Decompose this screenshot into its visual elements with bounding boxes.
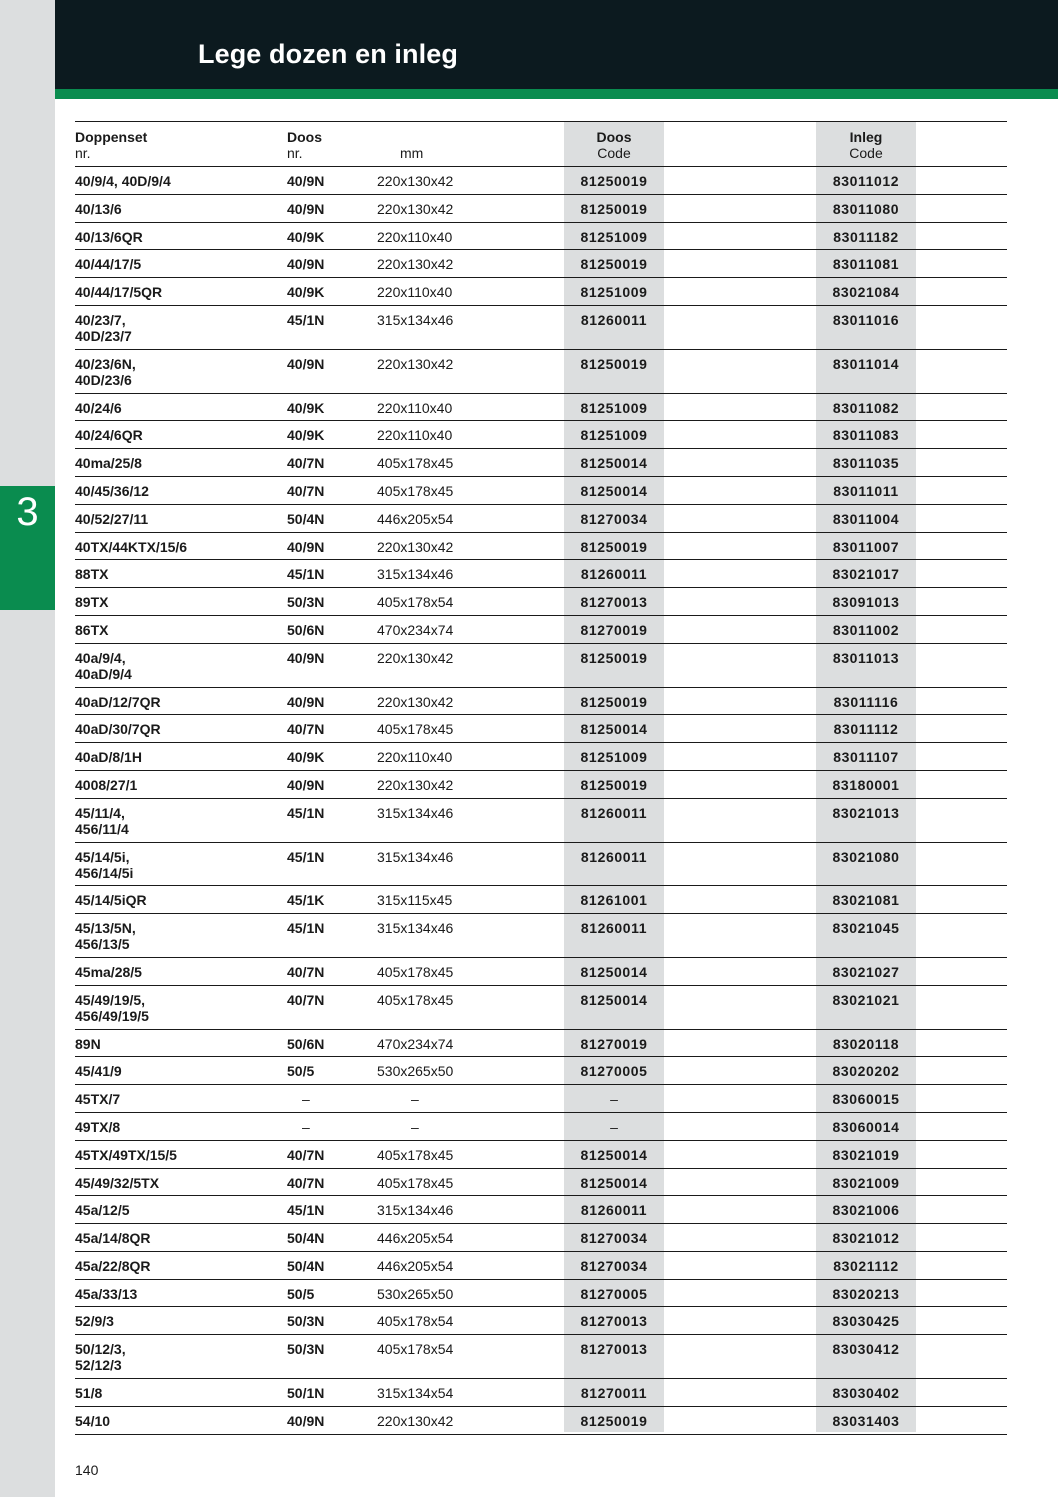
cell-doos-code: 81270005: [580, 1063, 648, 1080]
cell-doos-nr: 40/9N: [287, 256, 325, 273]
cell-set: 40/44/17/5QR: [75, 284, 163, 301]
cell-doos-code: 81251009: [580, 427, 648, 444]
cell-set: 40aD/12/7QR: [75, 693, 161, 710]
cell-doos-nr: 40/7N: [287, 963, 325, 980]
cell-doos-nr: 50/4N: [287, 510, 325, 527]
cell-doos-code: 81260011: [580, 311, 648, 328]
table-row: [75, 1085, 1007, 1113]
cell-set: 45a/14/8QR: [75, 1230, 151, 1247]
cell-doos-code: 81250014: [580, 455, 648, 472]
cell-doos-code: 81270019: [580, 1035, 648, 1052]
cell-mm: 446x205x54: [377, 1257, 454, 1274]
cell-mm: 405x178x45: [377, 1174, 454, 1191]
table-header: [75, 121, 1007, 167]
cell-doos-code: –: [610, 1091, 618, 1108]
cell-inleg-code: 83021084: [832, 284, 900, 301]
cell-mm: 220x130x42: [377, 538, 454, 555]
cell-inleg-code: 83021027: [832, 963, 900, 980]
cell-doos-nr: 50/6N: [287, 621, 325, 638]
cell-mm: –: [411, 1118, 419, 1135]
parts-table: [75, 121, 1007, 1435]
cell-set: 40TX/44KTX/15/6: [75, 538, 188, 555]
table-row: [75, 505, 1007, 533]
cell-doos-nr: 40/9N: [287, 649, 325, 666]
cell-inleg-code: 83060015: [832, 1091, 900, 1108]
table-row: [75, 1057, 1007, 1085]
cell-mm: 405x178x45: [377, 991, 454, 1008]
cell-doos-code: 81251009: [580, 399, 648, 416]
cell-set: 88TX: [75, 566, 109, 583]
cell-set: 45/49/32/5TX: [75, 1174, 160, 1191]
table-row: [75, 688, 1007, 716]
cell-inleg-code: 83011004: [832, 510, 900, 527]
cell-doos-code: 81260011: [580, 920, 648, 937]
cell-mm: 315x134x46: [377, 1202, 454, 1219]
cell-set: 40/9/4, 40D/9/4: [75, 173, 171, 189]
cell-doos-nr: 50/3N: [287, 1341, 325, 1358]
cell-inleg-code: 83011035: [832, 455, 900, 472]
cell-set: 40/23/7, 40D/23/7: [75, 311, 132, 344]
cell-set: 52/9/3: [75, 1313, 114, 1330]
cell-inleg-code: 83011016: [832, 311, 900, 328]
table-row: [75, 477, 1007, 505]
table-row: [75, 799, 1007, 843]
cell-mm: 315x134x46: [377, 848, 454, 865]
chapter-number: 3: [16, 490, 39, 534]
table-row: [75, 1141, 1007, 1169]
cell-doos-code: 81260011: [580, 566, 648, 583]
table-row: [75, 1307, 1007, 1335]
cell-mm: 446x205x54: [377, 1230, 454, 1247]
page-number: 140: [75, 1462, 99, 1478]
cell-doos-code: –: [610, 1118, 618, 1135]
table-row: [75, 250, 1007, 278]
header-doos-code-sub: Code: [597, 145, 631, 161]
cell-doos-nr: 45/1N: [287, 920, 325, 937]
cell-doos-code: 81260011: [580, 804, 648, 821]
cell-inleg-code: 83021045: [832, 920, 900, 937]
page-title: Lege dozen en inleg: [198, 39, 458, 69]
cell-doos-nr: 40/9K: [287, 228, 325, 245]
table-row: [75, 986, 1007, 1030]
table-row: [75, 560, 1007, 588]
cell-doos-nr: 45/1K: [287, 892, 325, 909]
cell-mm: 530x265x50: [377, 1285, 454, 1302]
cell-mm: 220x130x42: [377, 200, 454, 217]
table-row: [75, 223, 1007, 251]
cell-inleg-code: 83011112: [833, 721, 899, 738]
cell-doos-code: 81261001: [580, 892, 648, 909]
cell-doos-nr: 40/9N: [287, 693, 325, 710]
cell-set: 45/41/9: [75, 1063, 122, 1080]
cell-doos-nr: 50/5: [287, 1063, 315, 1080]
cell-inleg-code: 83030402: [832, 1385, 900, 1402]
cell-set: 50/12/3, 52/12/3: [75, 1341, 126, 1374]
cell-mm: 405x178x45: [377, 963, 454, 980]
cell-inleg-code: 83091013: [832, 594, 900, 611]
cell-inleg-code: 83011011: [833, 482, 899, 499]
cell-doos-nr: 40/7N: [287, 721, 325, 738]
cell-mm: –: [411, 1091, 419, 1108]
cell-inleg-code: 83011013: [832, 649, 900, 666]
cell-mm: 220x130x42: [377, 256, 454, 273]
cell-mm: 405x178x54: [377, 1341, 454, 1358]
cell-mm: 220x130x42: [377, 776, 454, 793]
cell-mm: 530x265x50: [377, 1063, 454, 1080]
cell-doos-nr: 45/1N: [287, 311, 325, 328]
cell-doos-nr: 40/9N: [287, 1412, 325, 1429]
cell-mm: 220x130x42: [377, 693, 454, 710]
cell-inleg-code: 83021021: [832, 991, 900, 1008]
header-inleg-title: Inleg: [849, 129, 883, 145]
cell-inleg-code: 83021017: [832, 566, 900, 583]
cell-mm: 405x178x45: [377, 1146, 454, 1163]
cell-mm: 315x134x46: [377, 920, 454, 937]
cell-mm: 405x178x54: [377, 1313, 454, 1330]
cell-set: 45/14/5i, 456/14/5i: [75, 848, 134, 881]
cell-set: 40a/9/4, 40aD/9/4: [75, 649, 132, 682]
cell-inleg-code: 83021081: [832, 892, 900, 909]
table-row: [75, 644, 1007, 688]
table-row: [75, 1196, 1007, 1224]
side-strip: [0, 0, 55, 1497]
cell-set: 40ma/25/8: [75, 455, 142, 472]
cell-doos-code: 81251009: [580, 284, 648, 301]
cell-doos-code: 81250014: [580, 721, 648, 738]
cell-doos-code: 81250014: [580, 1174, 648, 1191]
cell-mm: 446x205x54: [377, 510, 454, 527]
cell-set: 4008/27/1: [75, 776, 138, 793]
cell-doos-nr: 50/1N: [287, 1385, 325, 1402]
cell-doos-nr: 45/1N: [287, 1202, 325, 1219]
cell-doos-nr: 40/7N: [287, 482, 325, 499]
cell-set: 45a/12/5: [75, 1202, 130, 1219]
cell-inleg-code: 83011083: [832, 427, 900, 444]
cell-inleg-code: 83011002: [832, 621, 900, 638]
cell-inleg-code: 83011007: [832, 538, 900, 555]
table-row: [75, 1407, 1007, 1435]
cell-mm: 220x130x42: [377, 355, 454, 372]
cell-set: 40/23/6N, 40D/23/6: [75, 355, 136, 388]
table-row: [75, 886, 1007, 914]
cell-inleg-code: 83030412: [832, 1341, 900, 1358]
cell-mm: 220x110x40: [377, 228, 453, 245]
cell-set: 40/44/17/5: [75, 256, 142, 273]
table-row: [75, 1252, 1007, 1280]
cell-inleg-code: 83031403: [832, 1412, 900, 1429]
cell-inleg-code: 83021080: [832, 848, 900, 865]
table-row: [75, 616, 1007, 644]
cell-set: 89N: [75, 1035, 101, 1052]
header-mm: mm: [400, 145, 424, 161]
cell-doos-code: 81250019: [580, 1412, 648, 1429]
header-set-title: Doppenset: [75, 129, 148, 145]
cell-set: 45ma/28/5: [75, 963, 142, 980]
cell-mm: 315x134x46: [377, 566, 454, 583]
cell-inleg-code: 83021012: [832, 1230, 900, 1247]
cell-set: 86TX: [75, 621, 109, 638]
table-row: [75, 588, 1007, 616]
cell-doos-code: 81250019: [580, 776, 648, 793]
cell-doos-nr: 40/9N: [287, 200, 325, 217]
cell-mm: 470x234x74: [377, 1035, 454, 1052]
cell-inleg-code: 83020213: [832, 1285, 900, 1302]
cell-doos-nr: 50/4N: [287, 1257, 325, 1274]
table-row: [75, 771, 1007, 799]
cell-doos-nr: 40/9N: [287, 538, 325, 555]
table-row: [75, 715, 1007, 743]
table-row: [75, 843, 1007, 887]
cell-doos-nr: 50/4N: [287, 1230, 325, 1247]
cell-doos-code: 81250019: [580, 173, 648, 189]
cell-inleg-code: 83020202: [832, 1063, 900, 1080]
cell-doos-code: 81250014: [580, 991, 648, 1008]
cell-doos-code: 81270034: [580, 1257, 648, 1274]
cell-doos-nr: 45/1N: [287, 804, 325, 821]
table-row: [75, 195, 1007, 223]
cell-doos-nr: 40/9N: [287, 776, 325, 793]
cell-doos-code: 81270019: [580, 621, 648, 638]
cell-inleg-code: 83021006: [832, 1202, 900, 1219]
cell-doos-code: 81250019: [580, 256, 648, 273]
table-row: [75, 1224, 1007, 1252]
cell-inleg-code: 83180001: [832, 776, 900, 793]
cell-set: 40aD/30/7QR: [75, 721, 161, 738]
cell-set: 40/13/6QR: [75, 228, 143, 245]
cell-doos-code: 81250014: [580, 963, 648, 980]
cell-doos-code: 81270034: [580, 510, 648, 527]
header-doos-title: Doos: [287, 129, 322, 145]
cell-inleg-code: 83011107: [833, 749, 899, 766]
table-row: [75, 306, 1007, 350]
table-row: [75, 167, 1007, 195]
cell-inleg-code: 83011080: [832, 200, 900, 217]
cell-mm: 220x110x40: [377, 427, 453, 444]
cell-doos-code: 81270011: [580, 1385, 648, 1402]
cell-inleg-code: 83021009: [832, 1174, 900, 1191]
table-row: [75, 1280, 1007, 1308]
cell-doos-nr: 40/9N: [287, 173, 325, 189]
cell-doos-nr: 50/3N: [287, 594, 325, 611]
cell-mm: 405x178x45: [377, 721, 454, 738]
cell-set: 45/11/4, 456/11/4: [75, 804, 129, 837]
cell-doos-nr: 40/7N: [287, 991, 325, 1008]
table-row: [75, 1030, 1007, 1058]
cell-mm: 220x130x42: [377, 649, 454, 666]
cell-inleg-code: 83021013: [832, 804, 900, 821]
cell-doos-code: 81250014: [580, 1146, 648, 1163]
table-row: [75, 350, 1007, 394]
cell-set: 54/10: [75, 1412, 111, 1429]
header-inleg-sub: Code: [849, 145, 883, 161]
cell-doos-nr: 40/9K: [287, 749, 325, 766]
header-doos-code-title: Doos: [596, 129, 632, 145]
table-row: [75, 278, 1007, 306]
cell-doos-code: 81250019: [580, 355, 648, 372]
cell-mm: 405x178x54: [377, 594, 454, 611]
cell-inleg-code: 83021112: [833, 1257, 899, 1274]
table-row: [75, 449, 1007, 477]
cell-doos-code: 81270005: [580, 1285, 648, 1302]
table-row: [75, 1335, 1007, 1379]
cell-mm: 315x115x45: [377, 892, 453, 909]
cell-inleg-code: 83011014: [832, 355, 900, 372]
cell-doos-code: 81250019: [580, 200, 648, 217]
cell-doos-nr: 40/9K: [287, 399, 325, 416]
cell-doos-code: 81270034: [580, 1230, 648, 1247]
table-row: [75, 394, 1007, 422]
cell-inleg-code: 83021019: [832, 1146, 900, 1163]
cell-set: 51/8: [75, 1385, 103, 1402]
cell-doos-code: 81270013: [580, 1341, 648, 1358]
cell-mm: 315x134x46: [377, 804, 454, 821]
cell-set: 89TX: [75, 594, 109, 611]
cell-inleg-code: 83060014: [832, 1118, 900, 1135]
cell-mm: 315x134x46: [377, 311, 454, 328]
cell-set: 40/52/27/11: [75, 510, 149, 527]
cell-doos-nr: 40/9K: [287, 427, 325, 444]
cell-doos-nr: 45/1N: [287, 566, 325, 583]
cell-doos-nr: 50/5: [287, 1285, 315, 1302]
header-doos-sub: nr.: [287, 145, 303, 161]
cell-doos-nr: 50/6N: [287, 1035, 325, 1052]
table-row: [75, 1113, 1007, 1141]
cell-doos-code: 81260011: [580, 848, 648, 865]
table-row: [75, 1379, 1007, 1407]
cell-mm: 470x234x74: [377, 621, 454, 638]
table-row: [75, 1169, 1007, 1197]
cell-inleg-code: 83020118: [832, 1035, 900, 1052]
table-row: [75, 914, 1007, 958]
cell-doos-nr: –: [302, 1118, 310, 1135]
cell-set: 40aD/8/1H: [75, 749, 142, 766]
cell-set: 40/45/36/12: [75, 482, 149, 499]
cell-mm: 220x130x42: [377, 173, 454, 189]
cell-doos-code: 81251009: [580, 749, 648, 766]
cell-doos-nr: 40/7N: [287, 1174, 325, 1191]
cell-inleg-code: 83030425: [832, 1313, 900, 1330]
cell-set: 45a/33/13: [75, 1285, 138, 1302]
table-row: [75, 743, 1007, 771]
cell-inleg-code: 83011182: [833, 228, 899, 245]
cell-mm: 220x110x40: [377, 399, 453, 416]
cell-mm: 405x178x45: [377, 455, 454, 472]
cell-set: 45TX/7: [75, 1091, 121, 1108]
cell-set: 40/13/6: [75, 200, 122, 217]
header-set-sub: nr.: [75, 145, 91, 161]
table-row: [75, 533, 1007, 561]
cell-set: 49TX/8: [75, 1118, 121, 1135]
cell-doos-nr: –: [302, 1091, 310, 1108]
table-row: [75, 958, 1007, 986]
cell-set: 45a/22/8QR: [75, 1257, 151, 1274]
cell-doos-nr: 45/1N: [287, 848, 325, 865]
cell-doos-nr: 40/7N: [287, 1146, 325, 1163]
cell-mm: 405x178x45: [377, 482, 454, 499]
cell-doos-nr: 40/9K: [287, 284, 325, 301]
cell-doos-code: 81251009: [580, 228, 648, 245]
cell-mm: 315x134x54: [377, 1385, 454, 1402]
cell-doos-code: 81260011: [580, 1202, 648, 1219]
cell-doos-code: 81250014: [580, 482, 648, 499]
cell-doos-code: 81250019: [580, 538, 648, 555]
cell-doos-nr: 40/9N: [287, 355, 325, 372]
cell-set: 40/24/6: [75, 399, 122, 416]
cell-inleg-code: 83011082: [832, 399, 900, 416]
table-body: [75, 167, 1007, 1435]
cell-doos-code: 81270013: [580, 594, 648, 611]
table-row: [75, 421, 1007, 449]
header-accent-bar: [55, 89, 1058, 99]
cell-set: 45/13/5N, 456/13/5: [75, 920, 136, 953]
cell-set: 40/24/6QR: [75, 427, 143, 444]
cell-inleg-code: 83011116: [833, 693, 899, 710]
cell-inleg-code: 83011081: [832, 256, 900, 273]
cell-inleg-code: 83011012: [832, 173, 900, 189]
cell-doos-nr: 40/7N: [287, 455, 325, 472]
cell-mm: 220x110x40: [377, 749, 453, 766]
cell-set: 45/14/5iQR: [75, 892, 147, 909]
cell-doos-code: 81270013: [580, 1313, 648, 1330]
cell-mm: 220x110x40: [377, 284, 453, 301]
cell-doos-code: 81250019: [580, 649, 648, 666]
cell-doos-nr: 50/3N: [287, 1313, 325, 1330]
cell-set: 45TX/49TX/15/5: [75, 1146, 177, 1163]
cell-doos-code: 81250019: [580, 693, 648, 710]
cell-mm: 220x130x42: [377, 1412, 454, 1429]
cell-set: 45/49/19/5, 456/49/19/5: [75, 991, 149, 1024]
